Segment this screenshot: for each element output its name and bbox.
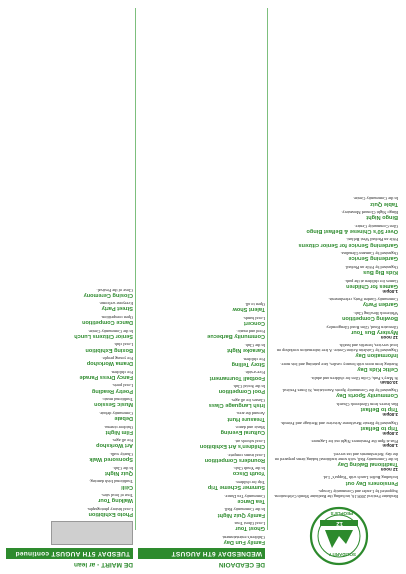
event-description: For young people. <box>101 356 133 362</box>
event-description: Féile an Phobail West Belfast. <box>346 237 398 243</box>
event-title: Games for Children <box>346 282 398 289</box>
event-title: Walking Tour <box>98 497 133 504</box>
event-title: Traditional Baking Day <box>337 460 398 467</box>
event-item <box>138 506 265 517</box>
event-description: In the Social Club. <box>232 384 265 390</box>
event-item <box>270 195 398 206</box>
event-description: For all ages. <box>111 438 133 444</box>
event-item <box>270 451 398 472</box>
event-description: Starting from noon with bouncy castles, face painting and lots more. <box>280 361 398 367</box>
event-time: 3.00pm <box>382 412 398 418</box>
event-description: In the Community Centre. <box>352 196 398 202</box>
events-list-col-c <box>6 287 133 517</box>
event-description: Local club. <box>113 342 133 348</box>
event-time: 12 noon <box>380 466 398 472</box>
logo-text-top: SOLIDARITY <box>328 552 356 557</box>
event-description: Trip for children. <box>235 479 265 485</box>
event-item <box>138 438 265 449</box>
event-description: For children. <box>110 369 133 375</box>
event-item <box>6 328 133 339</box>
event-title: Summer Scheme Trip <box>207 484 265 491</box>
event-title: Senior Citizens Lunch <box>74 332 133 339</box>
event-title: Céilí <box>121 483 133 490</box>
event-title: Irish Language Class <box>208 401 265 408</box>
event-title: Closing Ceremony <box>83 291 133 298</box>
event-title: Dance Competition <box>82 319 133 326</box>
event-description: Glen Community Centre. <box>354 223 398 229</box>
event-description: Charity walk. <box>109 451 133 457</box>
event-item <box>6 314 133 325</box>
event-item <box>138 301 265 312</box>
event-description: Classes for all ages. <box>230 397 265 403</box>
event-title: Garden Party <box>362 301 398 308</box>
event-title: Drama Workshop <box>86 360 133 367</box>
event-title: Cultural Evening <box>220 429 265 436</box>
event-item <box>6 451 133 462</box>
event-title: Over 50's Chinese & Belfast Bingo <box>306 227 398 234</box>
event-description: Community debate. <box>99 410 133 416</box>
column-c <box>6 6 133 568</box>
event-title: Photo Exhibition <box>88 511 133 517</box>
event-title: Mystery Bus Tour <box>351 328 398 335</box>
event-item <box>138 328 265 339</box>
event-item <box>270 223 398 234</box>
event-description: Local history photographs. <box>86 506 133 512</box>
festival-logo <box>280 502 398 566</box>
event-description: Tour of local sites. <box>101 493 133 499</box>
event-photo <box>51 521 133 545</box>
event-title: Tea Dance <box>237 497 265 504</box>
event-description: Organised by Féile an Phobail. <box>344 264 398 270</box>
event-title: Community Sports Day <box>336 392 398 399</box>
event-item <box>138 479 265 490</box>
day-header-irish: DÉ MÁIRT - ar lean <box>74 561 133 568</box>
event-description: In the Community Hall, with some traditional baking items prepared on the day. Refreshments and tea served. <box>274 451 398 462</box>
events-list-col-a <box>270 195 398 498</box>
logo-text-bottom: PEOPLE'S <box>330 511 353 516</box>
event-title: Fancy Dress Parade <box>79 373 133 380</box>
event-item <box>138 383 265 394</box>
event-title: Rounders Competition <box>204 456 265 463</box>
event-title: Bowling Competition <box>342 315 398 322</box>
event-description: Children's entertainment. <box>221 534 265 540</box>
event-title: Children's Art Exhibition <box>199 443 265 450</box>
logo-number: 12 <box>336 520 343 526</box>
event-title: Table Quiz <box>370 200 398 207</box>
event-title: Karaoke Night <box>227 347 265 354</box>
event-item <box>270 387 398 398</box>
event-item <box>138 520 265 531</box>
event-item <box>138 315 265 326</box>
event-item <box>6 437 133 448</box>
event-item <box>138 534 265 545</box>
event-title: Art Workshop <box>96 442 133 449</box>
event-item <box>138 452 265 463</box>
event-item <box>6 369 133 380</box>
event-item <box>138 424 265 435</box>
event-description: Local schools art. <box>234 438 265 444</box>
event-item <box>270 324 398 340</box>
event-description: Bingo Night Clonard Monastery. <box>341 210 398 216</box>
event-title: Sponsored Walk <box>89 456 133 463</box>
event-time: 1.00pm <box>382 443 398 449</box>
event-title: Celtic Kids Day <box>357 366 398 373</box>
event-description: For children. <box>242 356 265 362</box>
day-header-bar: TUESDAY 5TH AUGUST continued <box>6 548 133 559</box>
event-description: Local Ghost Tour. <box>233 521 265 527</box>
event-description: Games for children at the park. <box>344 278 398 284</box>
event-time: 10.00am <box>380 379 398 385</box>
event-title: Boxing Exhibition <box>85 346 133 353</box>
event-item <box>6 341 133 352</box>
event-description: St Mary's Park, Colin Glen for children and adults. <box>310 375 398 381</box>
event-item <box>6 465 133 476</box>
event-description: Food and music. <box>236 329 265 335</box>
event-title: Kids Big Bus <box>363 269 398 276</box>
event-title: Story Telling <box>231 360 265 367</box>
event-item <box>138 356 265 367</box>
event-description: Organised by Caisleán Action Centre. A free information workshop on local services, benefits and health. <box>276 343 398 354</box>
event-time: 2.00pm <box>382 430 398 436</box>
event-description: In the Youth Club. <box>233 466 265 472</box>
event-item <box>270 310 398 321</box>
event-item <box>270 278 398 294</box>
event-title: Music Session <box>94 401 133 408</box>
event-title: Trip to Belfast <box>360 406 398 413</box>
event-item <box>138 397 265 408</box>
event-description: Open to all. <box>244 301 265 307</box>
event-description: Plus at 8pm the Pensioners Night out for Lagmore. <box>310 439 398 445</box>
event-item <box>6 300 133 311</box>
event-title: Ghost Tour <box>235 525 265 532</box>
event-description: In the Community Centre. <box>87 328 133 334</box>
event-description: Bus leaves from Glenbrook Church. <box>335 401 398 407</box>
event-title: Gardening Service <box>348 255 398 262</box>
event-item <box>270 488 398 498</box>
event-item <box>138 411 265 422</box>
event-item <box>270 420 398 436</box>
event-description: Around the area. <box>236 411 265 417</box>
event-item <box>270 474 398 485</box>
event-time: 1.00pm <box>382 288 398 294</box>
event-item <box>6 424 133 435</box>
event-description: In the Club. <box>112 465 133 471</box>
event-item <box>6 355 133 366</box>
event-title: Quiz Night <box>105 469 133 476</box>
event-description: Community Tea Dance. <box>224 493 265 499</box>
event-title: Bingo Night <box>366 214 398 221</box>
event-title: Debate <box>114 415 133 422</box>
column-a <box>270 6 398 568</box>
event-title: Treasure Hunt <box>227 415 265 422</box>
event-item <box>6 478 133 489</box>
event-title: Information Day <box>355 352 398 359</box>
event-description: Outdoor cinema. <box>104 424 133 430</box>
column-b <box>138 6 265 568</box>
event-title: Pensioners Day out <box>345 479 398 486</box>
event-description: Traditional Irish dancing. <box>89 479 133 485</box>
event-item <box>6 506 133 517</box>
event-item <box>6 287 133 298</box>
event-description: Organised by the Community Sports Association, St Jones Festival. <box>281 388 398 394</box>
event-description: Open competition. <box>101 314 133 320</box>
event-title: Pool Competition <box>218 388 265 395</box>
event-description: Five-a-side. <box>244 370 265 376</box>
event-description: In the Club. <box>244 342 265 348</box>
event-description: Organised by Cumann Glenalina. <box>340 251 398 257</box>
event-item <box>270 361 398 372</box>
event-title: Community Barbecue <box>207 333 265 340</box>
event-description: Glencairn Road, Glen Road Glengormley. <box>325 324 398 330</box>
event-item <box>138 493 265 504</box>
event-description: Organised by Bessie Hawthorne Artsview and Heritage and Friends. <box>280 420 398 426</box>
event-item <box>6 383 133 394</box>
event-title: Gardening Service for Senior citizens <box>298 241 398 248</box>
event-description: Including Buffet Lunch with "Rappa's" Ltd. <box>322 475 398 481</box>
event-description: Close of the Festival. <box>96 287 133 293</box>
event-item <box>270 264 398 275</box>
event-title: Family Quiz Night <box>217 511 265 518</box>
event-description: Traditional music. <box>101 397 133 403</box>
event-title: Trip to Belfast <box>360 424 398 431</box>
event-item <box>6 396 133 407</box>
event-description: Local bands. <box>243 315 265 321</box>
event-item <box>270 342 398 358</box>
event-item <box>6 492 133 503</box>
event-title: Family Fun Day <box>223 539 265 545</box>
event-time: 12 noon <box>380 334 398 340</box>
event-description: Whiterock Bowling Club. <box>353 310 398 316</box>
event-description: In the Community Hall. <box>223 507 265 513</box>
event-item <box>270 250 398 261</box>
event-item <box>270 401 398 417</box>
day-header-bar: WEDNESDAY 6TH AUGUST <box>138 548 265 559</box>
event-item <box>138 369 265 380</box>
column-divider <box>267 8 268 530</box>
event-description: Everyone welcome. <box>98 301 133 307</box>
event-item <box>270 209 398 220</box>
day-header-irish: DÉ CÉADAOIN <box>218 561 265 568</box>
event-description: Local teams compete. <box>227 452 265 458</box>
event-item <box>270 237 398 248</box>
event-title: Film Night <box>105 428 133 435</box>
event-title: Concert <box>243 319 265 326</box>
event-title: Street Party <box>101 305 133 312</box>
event-description: Community Garden Party, refreshments. <box>328 297 398 303</box>
event-item <box>270 296 398 307</box>
event-description: Music and dance. <box>234 425 265 431</box>
event-item <box>270 375 398 385</box>
event-item <box>138 342 265 353</box>
event-title: Youth Disco <box>232 470 265 477</box>
event-description: Local poets. <box>112 383 133 389</box>
events-list-col-b <box>138 301 265 545</box>
event-item <box>6 410 133 421</box>
event-title: Talent Show <box>232 306 265 313</box>
event-description: Bealtaine Festival 2008.16, including the Bealtaine Month Celebrations. Supported by Leader and Community Groups. <box>273 489 398 499</box>
column-divider <box>135 8 136 530</box>
event-item <box>138 465 265 476</box>
event-item <box>270 438 398 448</box>
event-title: Football Tournament <box>209 374 265 381</box>
event-title: Poetry Reading <box>91 387 133 394</box>
